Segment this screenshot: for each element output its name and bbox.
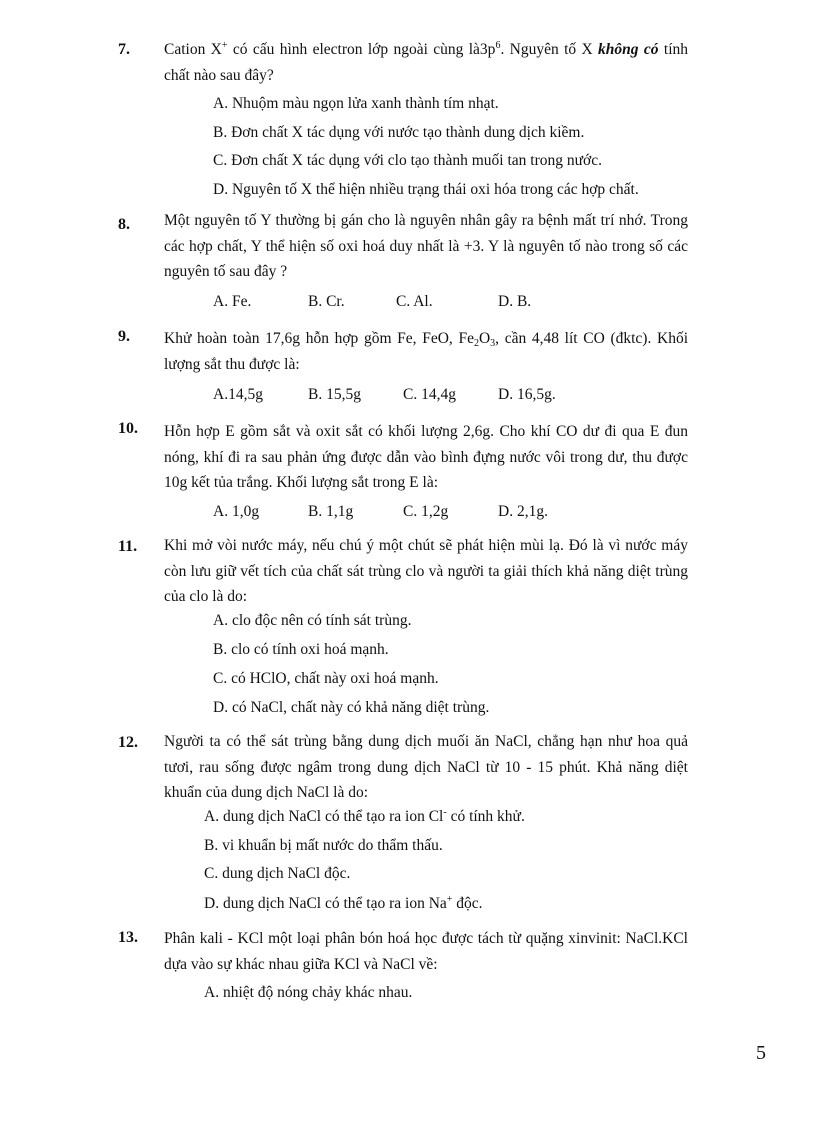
question-text: Khử hoàn toàn 17,6g hỗn hợp gồm Fe, FeO, $Fe_2O_3$, cần 4,48 lít CO (đktc). Khối lượng sắt thu được là: xyxy=(164,330,688,373)
question-text: Hỗn hợp E gồm sắt và oxit sắt có khối lượng 2,6g. Cho khí CO dư đi qua E đun nóng, khí đi ra sau phản ứng được dẫn vào bình đựng nước vôi trong dư, thu được 10g kết tủa trắng. Khối lượng sắt trong E là: xyxy=(164,423,688,491)
question-text: Khi mở vòi nước máy, nếu chú ý một chút sẽ phát hiện mùi lạ. Đó là vì nước máy còn lưu giữ vết tích của chất sát trùng clo và người ta giải thích khả năng diệt trùng của clo là do: xyxy=(164,537,688,605)
option-b: B. vi khuẩn bị mất nước do thẩm thấu. xyxy=(204,837,443,854)
question-text: Một nguyên tố Y thường bị gán cho là nguyên nhân gây ra bệnh mất trí nhớ. Trong các hợp chất, Y thể hiện số oxi hoá duy nhất là +3. Y là nguyên tố nào trong số các nguyên tố sau đây ? xyxy=(164,212,688,280)
option-a: A.14,5g xyxy=(213,386,263,403)
option-c: C. có HClO, chất này oxi hoá mạnh. xyxy=(213,670,439,687)
option-a: A. clo độc nên có tính sát trùng. xyxy=(213,612,412,629)
option-b: B. 15,5g xyxy=(308,386,361,403)
option-d: D. 16,5g. xyxy=(498,386,556,403)
option-b: B. Cr. xyxy=(308,293,345,310)
option-c: C. Đơn chất X tác dụng với clo tạo thành muối tan trong nước. xyxy=(213,152,602,169)
option-d: D. có NaCl, chất này có khả năng diệt trùng. xyxy=(213,699,490,716)
option-a: A. Fe. xyxy=(213,293,252,310)
option-a: A. 1,0g xyxy=(213,503,260,520)
option-a: A. Nhuộm màu ngọn lửa xanh thành tím nhạt. xyxy=(213,95,499,112)
option-c: C. 1,2g xyxy=(403,503,449,520)
option-b: B. 1,1g xyxy=(308,503,354,520)
question-number: 9. xyxy=(118,328,130,345)
option-c: C. 14,4g xyxy=(403,386,456,403)
question-number: 7. xyxy=(118,41,130,58)
question-number: 12. xyxy=(118,734,138,751)
option-a: A. nhiệt độ nóng chảy khác nhau. xyxy=(204,984,413,1001)
option-d: D. B. xyxy=(498,293,532,310)
option-b: B. clo có tính oxi hoá mạnh. xyxy=(213,641,389,658)
question-text: Người ta có thể sát trùng bằng dung dịch muối ăn NaCl, chẳng hạn như hoa quả tươi, rau sống được ngâm trong dung dịch NaCl từ 10 - 15 phút. Khả năng diệt khuẩn của dung dịch NaCl là do: xyxy=(164,733,688,801)
question-number: 13. xyxy=(118,929,138,946)
option-b: B. Đơn chất X tác dụng với nước tạo thành dung dịch kiềm. xyxy=(213,124,585,141)
page-number: 5 xyxy=(756,1042,766,1064)
question-text: Cation X+ có cấu hình electron lớp ngoài cùng $là3p^6$. Nguyên tố X không có tính chất nào sau đây? xyxy=(164,40,688,84)
question-number: 10. xyxy=(118,420,138,437)
question-number: 8. xyxy=(118,216,130,233)
question-text: Phân kali - KCl một loại phân bón hoá học được tách từ quặng xinvinit: NaCl.KCl dựa vào sự khác nhau giữa KCl và NaCl về: xyxy=(164,930,688,973)
option-c: C. Al. xyxy=(396,293,433,310)
question-number: 11. xyxy=(118,538,138,555)
option-a: A. dung dịch NaCl có thể tạo ra ion Cl- có tính khử. xyxy=(204,807,525,825)
option-d: D. 2,1g. xyxy=(498,503,548,520)
option-d: D. dung dịch NaCl có thể tạo ra ion Na+ độc. xyxy=(204,894,483,912)
option-c: C. dung dịch NaCl độc. xyxy=(204,865,351,882)
option-d: D. Nguyên tố X thể hiện nhiều trạng thái oxi hóa trong các hợp chất. xyxy=(213,181,639,198)
